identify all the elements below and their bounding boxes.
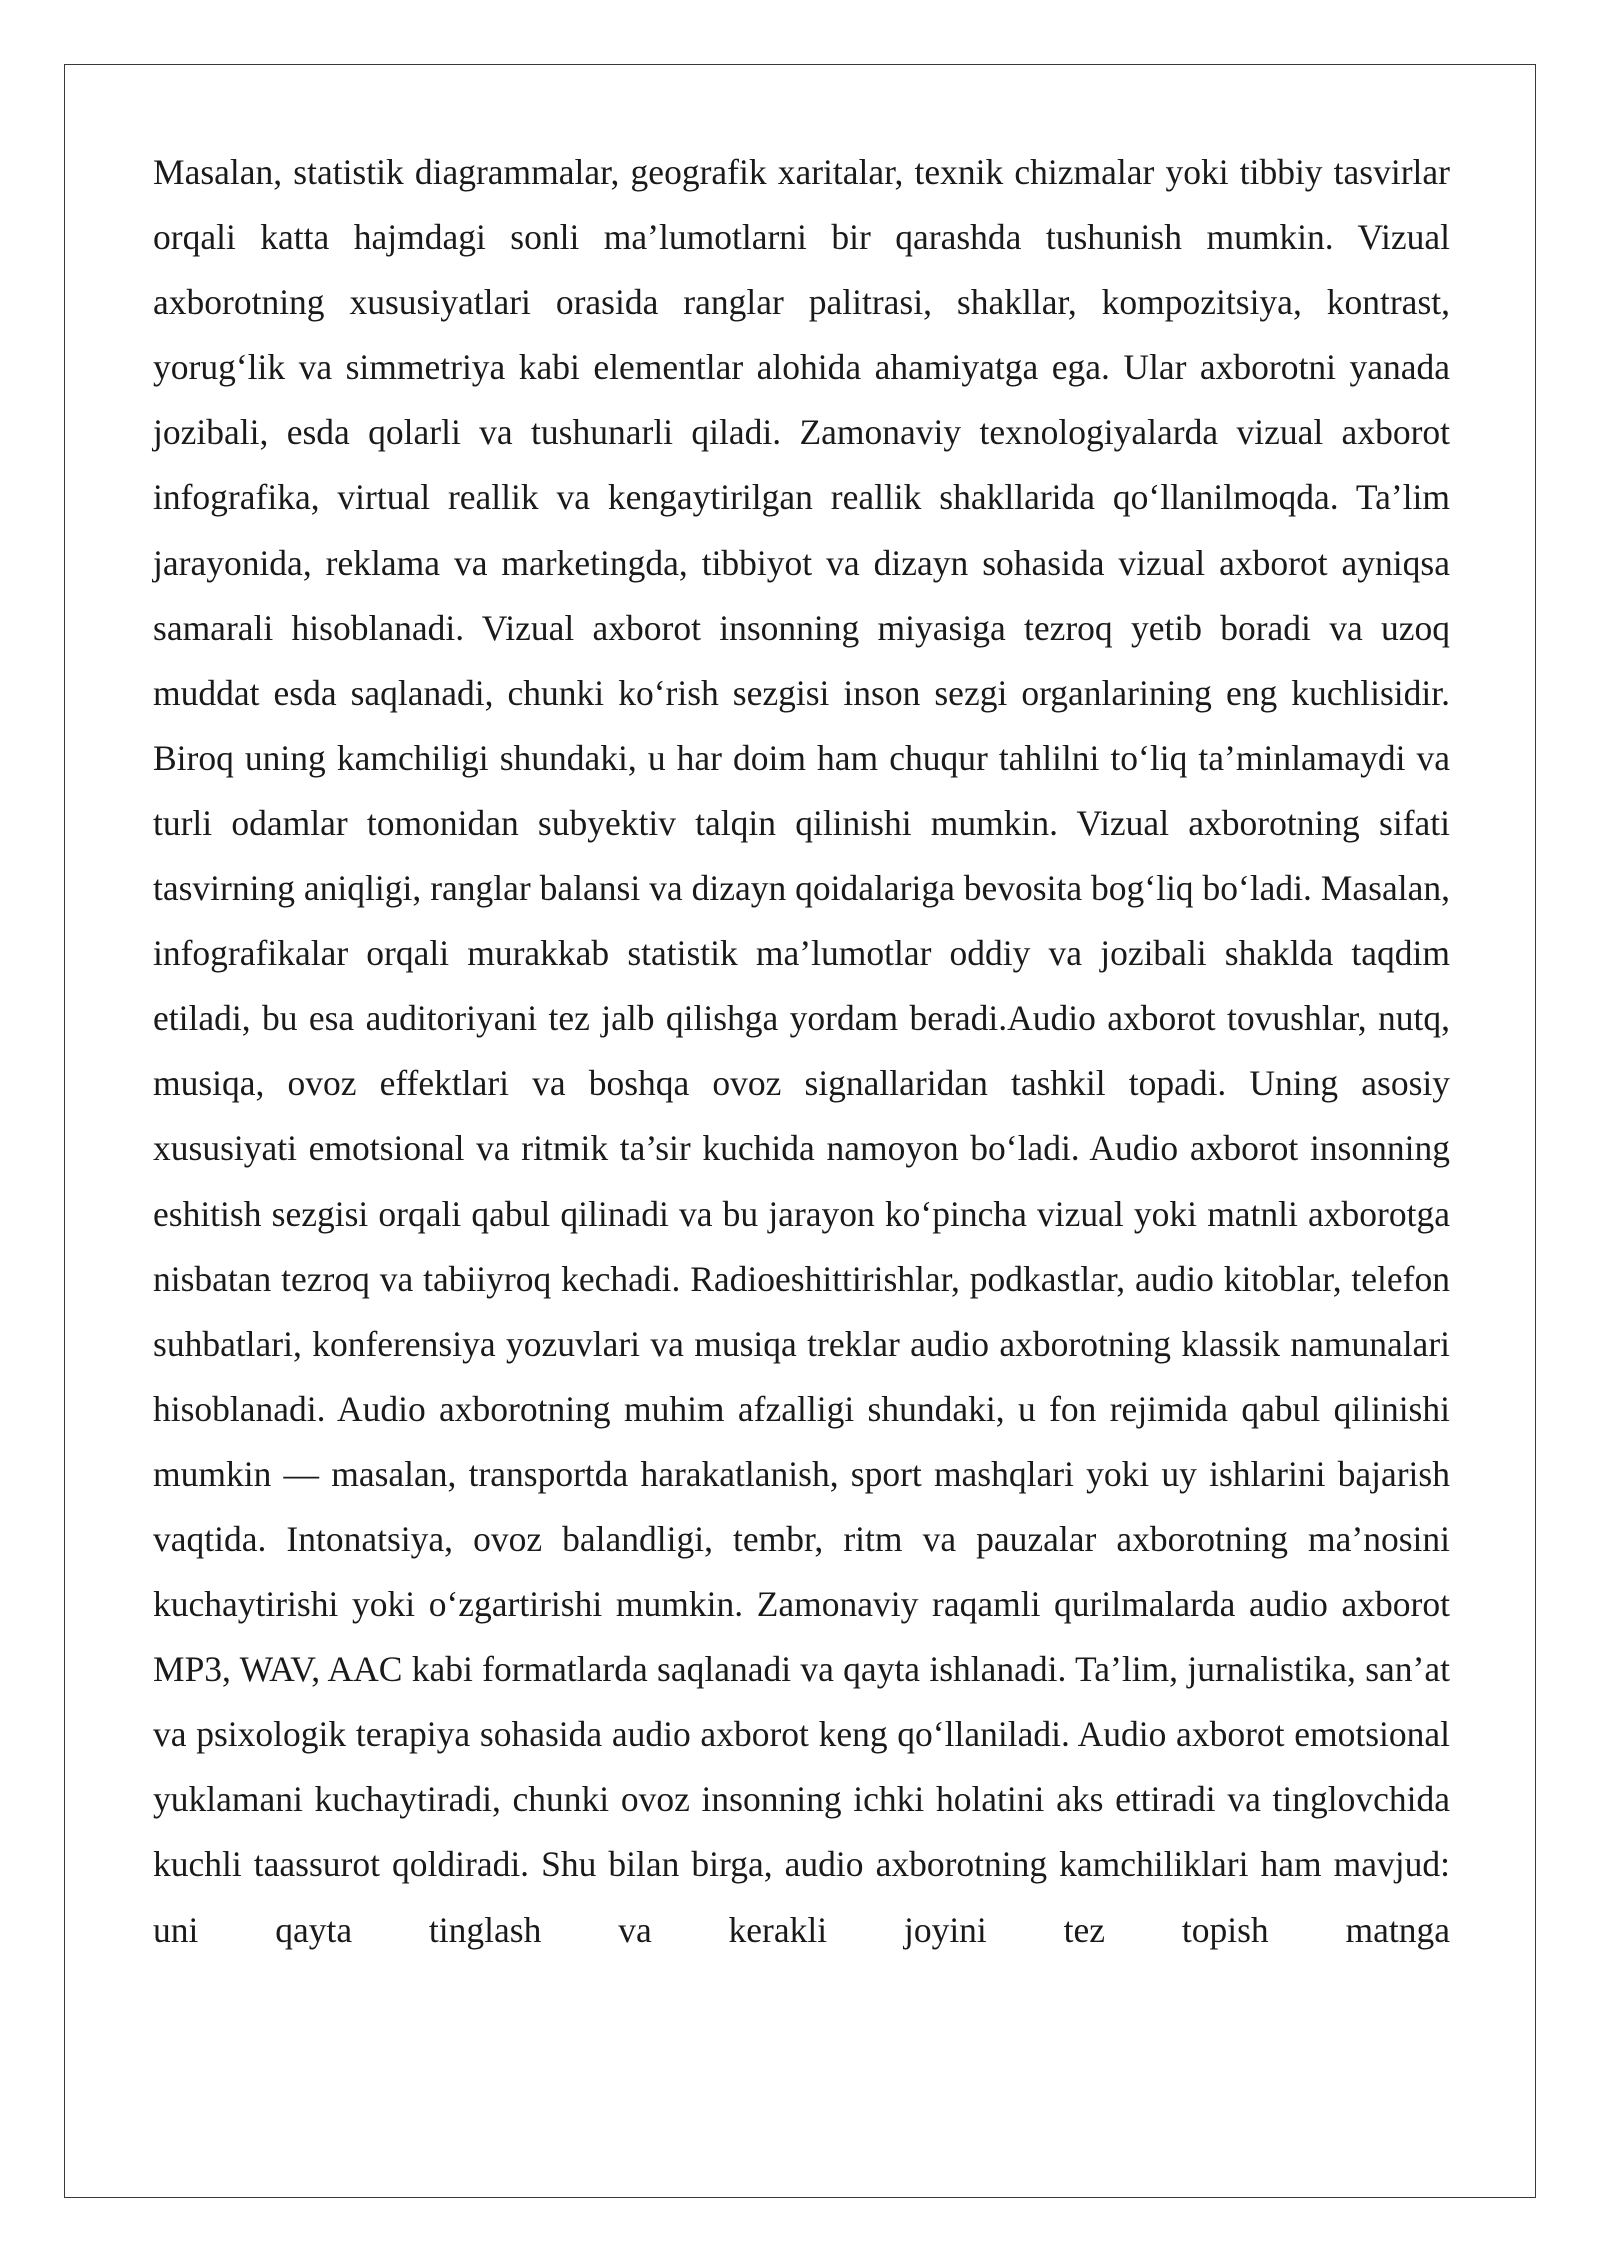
- body-paragraph: Masalan, statistik diagrammalar, geografik xaritalar, texnik chizmalar yoki tibbiy tasvirlar orqali katta hajmdagi sonli ma’lumotlarni bir qarashda tushunish mumkin. Vizual axborotning xususiyatlari orasida ranglar palitrasi, shakllar, kompozitsiya, kontrast, yorug‘lik va simmetriya kabi elementlar alohida ahamiyatga ega. Ular axborotni yanada jozibali, esda qolarli va tushunarli qiladi. Zamonaviy texnologiyalarda vizual axborot infografika, virtual reallik va kengaytirilgan reallik shakllarida qo‘llanilmoqda. Ta’lim jarayonida, reklama va marketingda, tibbiyot va dizayn sohasida vizual axborot ayniqsa samarali hisoblanadi. Vizual axborot insonning miyasiga tezroq yetib boradi va uzoq muddat esda saqlanadi, chunki ko‘rish sezgisi inson sezgi organlarining eng kuchlisidir. Biroq uning kamchiligi shundaki, u har doim ham chuqur tahlilni to‘liq ta’minlamaydi va turli odamlar tomonidan subyektiv talqin qilinishi mumkin. Vizual axborotning sifati tasvirning aniqligi, ranglar balansi va dizayn qoidalariga bevosita bog‘liq bo‘ladi. Masalan, infografikalar orqali murakkab statistik ma’lumotlar oddiy va jozibali shaklda taqdim etiladi, bu esa auditoriyani tez jalb qilishga yordam beradi.Audio axborot tovushlar, nutq, musiqa, ovoz effektlari va boshqa ovoz signallaridan tashkil topadi. Uning asosiy xususiyati emotsional va ritmik ta’sir kuchida namoyon bo‘ladi. Audio axborot insonning eshitish sezgisi orqali qabul qilinadi va bu jarayon ko‘pincha vizual yoki matnli axborotga nisbatan tezroq va tabiiyroq kechadi. Radioeshittirishlar, podkastlar, audio kitoblar, telefon suhbatlari, konferensiya yozuvlari va musiqa treklar audio axborotning klassik namunalari hisoblanadi. Audio axborotning muhim afzalligi shundaki, u fon rejimida qabul qilinishi mumkin — masalan, transportda harakatlanish, sport mashqlari yoki uy ishlarini bajarish vaqtida. Intonatsiya, ovoz balandligi, tembr, ritm va pauzalar axborotning ma’nosini kuchaytirishi yoki o‘zgartirishi mumkin. Zamonaviy raqamli qurilmalarda audio axborot MP3, WAV, AAC kabi formatlarda saqlanadi va qayta ishlanadi. Ta’lim, jurnalistika, san’at va psixologik terapiya sohasida audio axborot keng qo‘llaniladi. Audio axborot emotsional yuklamani kuchaytiradi, chunki ovoz insonning ichki holatini aks ettiradi va tinglovchida kuchli taassurot qoldiradi. Shu bilan birga, audio axborotning kamchiliklari ham mavjud: uni qayta tinglash va kerakli joyini tez topish matnga: [153, 152, 1450, 1950]
